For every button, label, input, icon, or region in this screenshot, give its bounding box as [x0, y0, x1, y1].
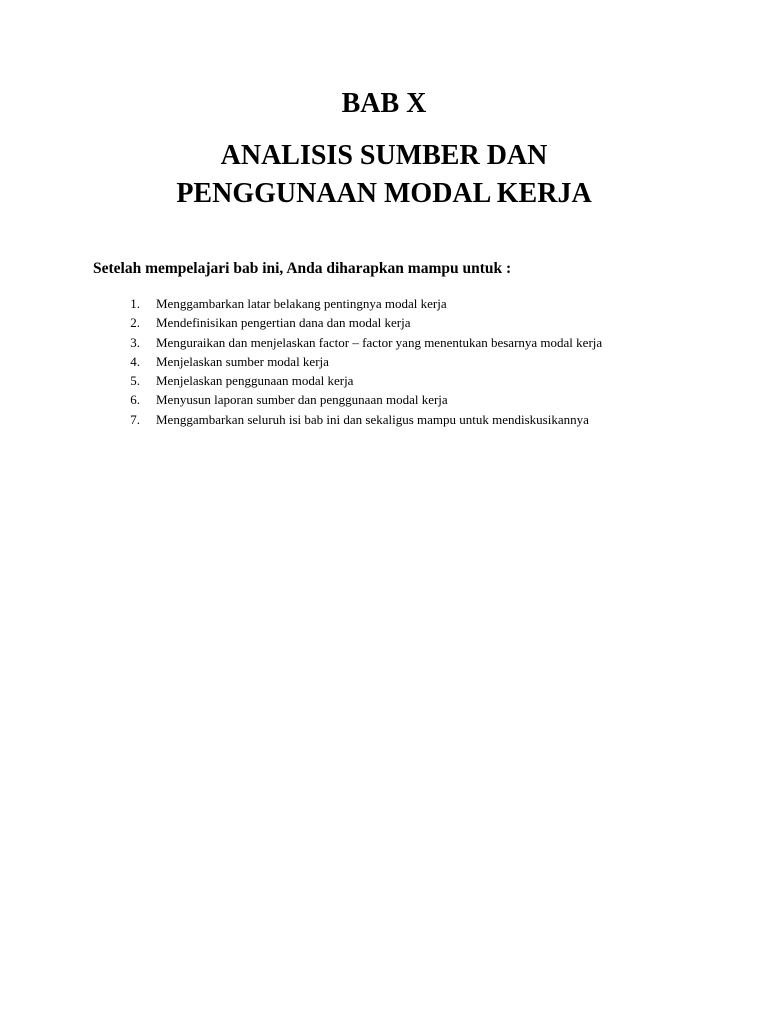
list-item [93, 294, 733, 313]
list-item-number: 6. [130, 392, 140, 408]
list-item [93, 313, 733, 332]
list-item-text: Menjelaskan penggunaan modal kerja [156, 373, 354, 389]
learning-objectives-list [93, 294, 733, 429]
chapter-title-line-2: PENGGUNAAN MODAL KERJA [176, 178, 592, 209]
list-item-number: 2. [130, 315, 140, 331]
chapter-number: BAB X [341, 88, 427, 119]
list-item-number: 1. [130, 296, 140, 311]
list-item [93, 390, 733, 409]
chapter-title-line-1: ANALISIS SUMBER DAN [220, 140, 548, 171]
list-item-text: Menyusun laporan sumber dan penggunaan modal kerja [156, 392, 448, 408]
list-item [93, 352, 733, 371]
list-item-text: Menggambarkan latar belakang pentingnya modal kerja [156, 296, 447, 311]
list-item-number: 4. [130, 353, 140, 369]
learning-objectives-intro: Setelah mempelajari bab ini, Anda diharapkan mampu untuk : [93, 260, 512, 277]
list-item-number: 5. [130, 373, 140, 389]
list-item [93, 410, 733, 429]
list-item-text: Mendefinisikan pengertian dana dan modal kerja [156, 315, 411, 331]
list-item-text: Menjelaskan sumber modal kerja [156, 353, 329, 369]
list-item [93, 333, 733, 352]
list-item-number: 7. [130, 411, 140, 427]
list-item [93, 371, 733, 390]
list-item-text: Menguraikan dan menjelaskan factor – factor yang menentukan besarnya modal kerja [156, 334, 603, 350]
list-item-number: 3. [130, 334, 140, 350]
list-item-text: Menggambarkan seluruh isi bab ini dan sekaligus mampu untuk mendiskusikannya [156, 411, 589, 427]
